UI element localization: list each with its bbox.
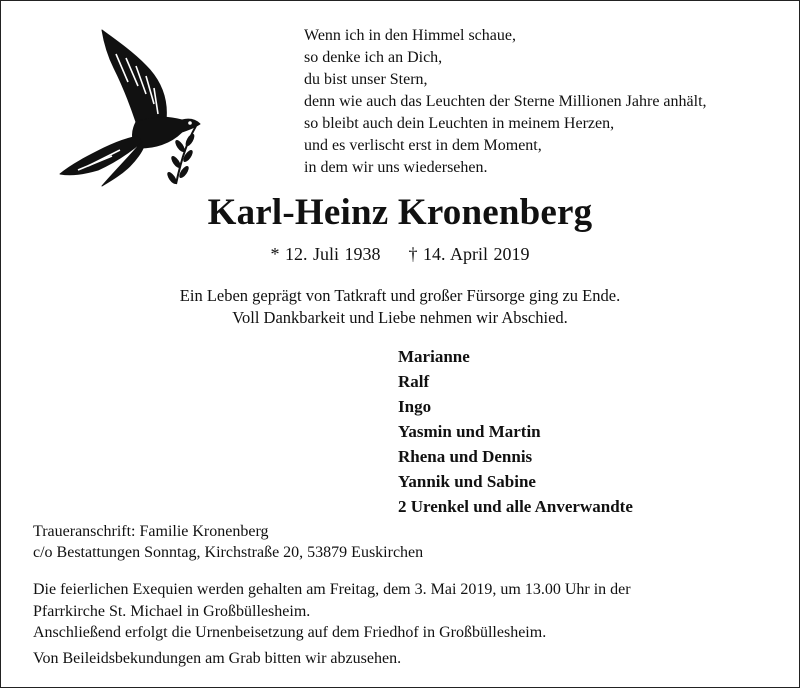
tribute-line: Ein Leben geprägt von Tatkraft und großer Fürsorge ging zu Ende. <box>179 286 621 305</box>
life-dates <box>0 244 800 265</box>
poem-line: du bist unser Stern, <box>304 71 428 88</box>
address-line: c/o Bestattungen Sonntag, Kirchstraße 20, 53879 Euskirchen <box>33 544 424 561</box>
poem-line: so denke ich an Dich, <box>304 49 443 66</box>
death-date: † 14. April 2019 <box>408 244 530 264</box>
condolence-address <box>33 521 423 563</box>
address-line: Traueranschrift: Familie Kronenberg <box>33 523 269 540</box>
funeral-service-info <box>33 579 631 644</box>
service-line: Pfarrkirche St. Michael in Großbüllesheim. <box>33 602 311 620</box>
deceased-name: Karl-Heinz Kronenberg <box>207 192 593 233</box>
mourner-name: Marianne <box>398 347 470 366</box>
mourner-name: 2 Urenkel und alle Anverwandte <box>398 497 633 516</box>
poem-line: denn wie auch das Leuchten der Sterne Millionen Jahre anhält, <box>304 93 707 110</box>
mourner-name: Yannik und Sabine <box>398 472 536 491</box>
poem-line: so bleibt auch dein Leuchten in meinem Herzen, <box>304 115 615 132</box>
service-line: Anschließend erfolgt die Urnenbeisetzung auf dem Friedhof in Großbüllesheim. <box>33 624 547 641</box>
mourner-name: Rhena und Dennis <box>398 447 533 466</box>
condolence-request: Von Beileidsbekundungen am Grab bitten wir abzusehen. <box>33 650 402 667</box>
mourners-list <box>398 344 633 519</box>
memorial-poem <box>304 25 707 179</box>
tribute-line: Voll Dankbarkeit und Liebe nehmen wir Abschied. <box>232 308 568 327</box>
poem-line: und es verlischt erst in dem Moment, <box>304 137 542 154</box>
dove-icon <box>58 24 208 192</box>
poem-line: Wenn ich in den Himmel schaue, <box>304 27 516 44</box>
birth-date: * 12. Juli 1938 <box>270 244 381 264</box>
mourner-name: Yasmin und Martin <box>398 422 541 441</box>
mourner-name: Ralf <box>398 372 430 391</box>
poem-line: in dem wir uns wiedersehen. <box>304 159 488 176</box>
tribute-text <box>0 285 800 329</box>
service-line: Die feierlichen Exequien werden gehalten am Freitag, dem 3. Mai 2019, um 13.00 Uhr in der <box>33 581 631 598</box>
mourner-name: Ingo <box>398 397 432 416</box>
